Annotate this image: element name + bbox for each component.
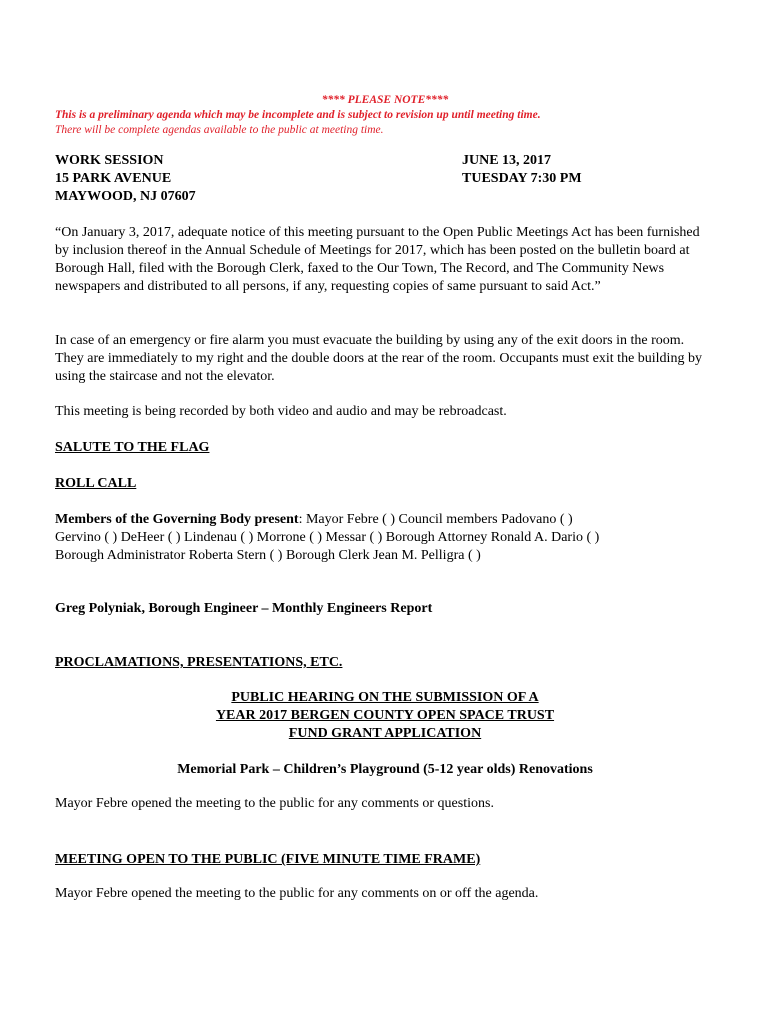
meeting-date-block (462, 152, 582, 188)
open-meetings-notice-paragraph: “On January 3, 2017, adequate notice of this meeting pursuant to the Open Public Meetings Act has been furnished by inclusion thereof in the Annual Schedule of Meetings for 2017, which has been posted on the bulletin board at Borough Hall, filed with the Borough Clerk, faxed to the Our Town, The Record, and The Community News newspapers and distributed to all persons, if any, requesting copies of same pursuant to said Act.” (55, 225, 700, 294)
meeting-day-time: TUESDAY 7:30 PM (462, 171, 582, 186)
address-line-2: MAYWOOD, NJ 07607 (55, 189, 196, 204)
governing-body-label: Members of the Governing Body present (55, 512, 299, 527)
roll-call-line-3: Borough Administrator Roberta Stern ( ) Borough Clerk Jean M. Pelligra ( ) (55, 548, 481, 563)
public-hearing-line-3: FUND GRANT APPLICATION (288, 726, 482, 741)
proclamations-heading: PROCLAMATIONS, PRESENTATIONS, ETC. (55, 655, 343, 670)
preliminary-agenda-notice: This is a preliminary agenda which may be incomplete and is subject to revision up until meeting time. (55, 109, 541, 121)
address-line-1: 15 PARK AVENUE (55, 171, 172, 186)
roll-call-line-1-rest: : Mayor Febre ( ) Council members Padovano ( ) (298, 512, 573, 527)
roll-call-line-2: Gervino ( ) DeHeer ( ) Lindenau ( ) Morrone ( ) Messar ( ) Borough Attorney Ronald A. Dario ( ) (55, 530, 600, 545)
session-type: WORK SESSION (55, 153, 164, 168)
emergency-paragraph: In case of an emergency or fire alarm you must evacuate the building by using any of the exit doors in the room. They are immediately to my right and the double doors at the rear of the room. Occupants must exit the building by using the staircase and not the elevator. (55, 333, 702, 384)
roll-call-line-1 (55, 511, 715, 529)
open-to-public-heading: MEETING OPEN TO THE PUBLIC (FIVE MINUTE TIME FRAME) (55, 852, 481, 867)
hearing-opened-text: Mayor Febre opened the meeting to the public for any comments or questions. (55, 796, 494, 811)
roll-call-members (55, 511, 715, 565)
salute-heading: SALUTE TO THE FLAG (55, 440, 210, 455)
playground-project-title: Memorial Park – Children’s Playground (5-12 year olds) Renovations (177, 762, 593, 777)
roll-call-heading: ROLL CALL (55, 476, 137, 491)
meeting-date: JUNE 13, 2017 (462, 153, 552, 168)
public-hearing-line-1: PUBLIC HEARING ON THE SUBMISSION OF A (231, 690, 539, 705)
recording-paragraph: This meeting is being recorded by both video and audio and may be rebroadcast. (55, 404, 507, 419)
public-hearing-line-2: YEAR 2017 BERGEN COUNTY OPEN SPACE TRUST (215, 708, 555, 723)
complete-agenda-notice: There will be complete agendas available to the public at meeting time. (55, 124, 384, 136)
open-to-public-text: Mayor Febre opened the meeting to the public for any comments on or off the agenda. (55, 886, 539, 901)
please-note-title: **** PLEASE NOTE**** (321, 94, 449, 106)
engineer-report-item: Greg Polyniak, Borough Engineer – Monthly Engineers Report (55, 601, 433, 616)
public-hearing-heading (0, 689, 770, 743)
meeting-location-block (55, 152, 196, 206)
